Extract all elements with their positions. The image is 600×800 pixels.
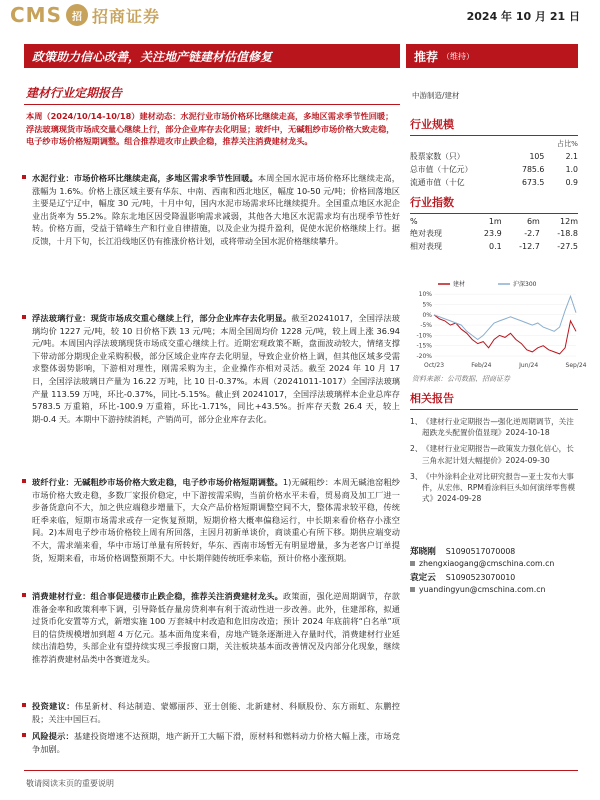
related-reports-panel (410, 390, 578, 509)
y-tick-label: 5% (422, 301, 432, 309)
index-col-header: 6m (526, 217, 540, 226)
scale-pct: 2.1 (565, 152, 578, 161)
y-tick-label: -20% (416, 353, 432, 360)
analyst-cert: S1090523070010 (445, 573, 516, 582)
logo-text-cn: 招商证券 (91, 6, 160, 26)
industry-index-panel (410, 194, 578, 253)
related-item-text: 《建材行业定期报告—强化逆周期调节，关注超跌龙头配置价值显现》2024-10-18 (422, 417, 574, 438)
scale-label: 流通市值（十亿 (410, 178, 465, 187)
analyst-block (410, 546, 578, 595)
scale-col-header: 占比% (556, 139, 578, 148)
table-row (410, 150, 578, 163)
page-header (0, 0, 600, 34)
section-lead: 浮法玻璃行业：现货市场成交重心继续上行，部分企业库存去化明显。 (32, 313, 292, 323)
legend-label: 沪深300 (513, 281, 537, 288)
logo-text-en: CMS (10, 3, 62, 27)
footer-divider (24, 770, 578, 771)
industry-scale-panel (410, 116, 578, 189)
scale-label: 总市值（十亿元） (410, 165, 473, 174)
index-value: -18.8 (557, 229, 578, 238)
analyst-name: 郑晓刚 (410, 547, 436, 557)
scale-pct: 1.0 (565, 165, 578, 174)
chart-source: 资料来源：公司数据、招商证券 (412, 375, 510, 383)
scale-table (410, 138, 578, 189)
index-col-header: % (410, 217, 418, 226)
y-tick-label: -10% (416, 332, 432, 340)
section-investment-advice (22, 700, 400, 725)
section-lead: 玻纤行业：无碱粗纱市场价格大致走稳，电子纱市场价格短期调整。 (32, 477, 283, 487)
company-logo (0, 0, 210, 30)
section-text: 1)无碱粗纱：本周无碱池窑粗纱市场价格大致走稳，多数厂家报价稳定，中下游按需采购，当前价格水平未看，贸易商及加工厂进一步备货意向不大，加之供应端稳步增量下，大众产品价格短期调整空间不大，整体需求较平稳，传统旺季来临，短期市场需求或存一定恢复预期，短期价格大概率偏稳运行，中长期来看价格存小涨空间。2)本周电子纱市场价格较上周有所回落，主因月初新单谈价，商谈重心有所下移。期供应端变动不大，需求端来看，华中市场订单量有所转好，华东、西南市场暂无有明显增量，多为老客户订单提货，短期来看，市场价格调整预期不大。中长期伴随传统旺季来临，预计价格小涨预期。 (32, 477, 400, 563)
bullet-icon (22, 479, 26, 483)
index-row-label: 相对表现 (410, 242, 442, 251)
report-title-bar: 政策助力信心改善，关注地产链建材估值修复 (24, 44, 400, 68)
table-row (410, 176, 578, 189)
logo-badge-icon: 招 (66, 4, 88, 26)
y-tick-label: 10% (418, 291, 432, 299)
index-title: 行业指数 (410, 194, 578, 214)
index-value: -27.5 (557, 242, 578, 251)
scale-value: 105 (529, 152, 545, 161)
y-tick-label: -5% (420, 322, 432, 330)
section-lead: 水泥行业：市场价格环比继续走高，多地区需求季节性回暖。 (32, 173, 258, 183)
section-cement (22, 172, 400, 248)
analyst-cert: S1090517070008 (445, 547, 516, 556)
index-row-label: 绝对表现 (410, 229, 442, 238)
table-row (410, 227, 578, 240)
section-text: 基建投资增速不达预期，地产新开工大幅下滑，原材料和燃料动力价格大幅上涨，市场竞争加剧。 (32, 731, 400, 754)
related-title: 相关报告 (410, 390, 578, 410)
section-fiberglass (22, 476, 400, 564)
y-tick-label: 0% (422, 311, 432, 319)
index-chart-svg (408, 278, 587, 370)
analyst-email[interactable]: zhengxiaogang@cmschina.com.cn (419, 559, 555, 568)
index-col-header: 1m (488, 217, 502, 226)
series-line-jiancai (434, 315, 576, 354)
series-line-hs300 (434, 296, 576, 339)
table-row (410, 240, 578, 253)
scale-value: 673.5 (522, 178, 545, 187)
legend-label: 建材 (453, 281, 466, 288)
section-text: 政策面，强化逆周期调节，存款准备金率和政策利率下调，引导降低存量房贷利率有利于流动性进一步改善。此外，住建部称，拟通过货币化安置等方式，新增实施 100 万套城中村改造和危旧房改造；预计 2024 年底前将“白名单”项目的信贷规模增加到超 4 万亿元。基本面角度来看，房地产链条逐渐进入存量时代，消费建材行业延续出清趋势，头部企业有望持续实现三季报窗口期，关注板块基本面改善情况及内部分化现象，继续推荐消费建材品类中各赛道龙头。 (32, 591, 400, 664)
section-risk (22, 730, 400, 755)
x-tick-label: Feb/24 (471, 362, 492, 369)
email-icon (410, 561, 415, 566)
section-glass (22, 312, 400, 425)
bullet-icon (22, 593, 26, 597)
section-lead: 消费建材行业：组合事促进楼市止跌企稳，推荐关注消费建材龙头。 (32, 591, 284, 601)
index-value: -12.7 (519, 242, 540, 251)
analyst-panel (410, 546, 578, 598)
section-text: 截至20241017，全国浮法玻璃均价 1227 元/吨，较 10 日价格下跌 13 元/吨；本周全国周均价 1228 元/吨，较上周上涨 36.94 元/吨。本周国内浮法玻璃现货市场成交重心继续上行。近期宏观政策不断，盘面波动较大，情绪支撑下带动部分期现企业采购积极，部分区域企业库存去化明显，导致企业价格上调，但其他区域多受需求整体弱势影响，下游相对理性，刚需采购为主，企业操作亦相对灵活。截至 2024 年 10 月 17 日，全国浮法玻璃日产量为 16.22 万吨，比 10 日-0.37%。本周（20241011-1017）全国浮法玻璃产量 113.59 万吨，环比-0.37%，同比-5.15%。截止到 20241017，全国浮法玻璃样本企业总库存 5783.5 万重箱，环比-100.9 万重箱，环比-1.71%，同比+43.5%。折库存天数 26.4 天，较上期-0.4 天。本期中下游持续消耗，产销尚可，部分企业库存去化。 (32, 313, 400, 424)
industry-label: 中游制造/建材 (412, 91, 460, 100)
x-tick-label: Sep/24 (565, 362, 587, 369)
recommendation-sub: （维持） (442, 51, 475, 61)
section-text: 伟星新材、科达制造、蒙娜丽莎、亚士创能、北新建材、科顺股份、东方雨虹、东鹏控股；关注中国巨石。 (32, 701, 400, 724)
related-list (410, 416, 578, 504)
bullet-icon (22, 733, 26, 737)
related-item[interactable]: 1、 《建材行业定期报告—强化逆周期调节，关注超跌龙头配置价值显现》2024-10-18 (410, 416, 578, 438)
section-consumer-materials (22, 590, 400, 666)
section-lead: 风险提示： (32, 731, 74, 741)
report-date: 2024 年 10 月 21 日 (466, 10, 580, 23)
section-text: 本周全国水泥市场价格环比继续走高，涨幅为 1.6%。价格上涨区域主要有华东、中南、西南和西北地区，幅度 10-50 元/吨；价格回落地区主要是辽宁辽中，幅度 30 元/吨，十月中旬，国内水泥市场需求环比继续提升。全国重点地区水泥企业出货率为 55.2%。除东北地区因受降温影响需求减弱，其他各大地区水泥需求均有出现季节性好转。价格方面，受益于错峰生产和行业自律措施，以及企业为提升盈利，促使水泥价格继续上行。据反馈，十月下旬，长江沿线地区仍有推涨价格计划，或将带动全国水泥价格继续攀升。 (32, 173, 400, 246)
index-value: 0.1 (488, 242, 502, 251)
x-tick-label: Oct/23 (423, 362, 445, 369)
report-subtitle: 建材行业定期报告 (26, 86, 123, 100)
related-item[interactable]: 2、 《建材行业定期报告—政策发力强化信心，长三角水泥计划大幅提价》2024-09-30 (410, 443, 578, 465)
related-item[interactable]: 3、 《中外涂料企业对比研究报告—亚士发布大事件，从宏伟、RPM看涂料巨头如何演绎零售模式》2024-09-28 (410, 471, 578, 505)
analyst-name: 袁定云 (410, 573, 436, 583)
footer-note: 敬请阅读末页的重要说明 (26, 779, 114, 788)
related-item-text: 《中外涂料企业对比研究报告—亚士发布大事件，从宏伟、RPM看涂料巨头如何演绎零售模式》2024-09-28 (422, 471, 576, 504)
index-col-header: 12m (560, 217, 578, 226)
bullet-icon (22, 703, 26, 707)
index-chart (408, 278, 587, 370)
subtitle-divider (24, 104, 400, 105)
y-tick-label: -15% (416, 342, 432, 350)
email-icon (410, 587, 415, 592)
scale-title: 行业规模 (410, 116, 578, 136)
index-table (410, 216, 578, 253)
section-lead: 投资建议： (32, 701, 75, 711)
scale-pct: 0.9 (565, 178, 578, 187)
analyst-email[interactable]: yuandingyun@cmschina.com.cn (419, 585, 546, 594)
bullet-icon (22, 175, 26, 179)
scale-label: 股票家数（只） (410, 152, 465, 161)
scale-value: 785.6 (522, 165, 545, 174)
recommendation-bar (406, 44, 578, 68)
summary-paragraph: 本周（2024/10/14-10/18）建材动态：水泥行业市场价格环比继续走高，多地区需求季节性回暖；浮法玻璃现货市场成交量心继续上行，部分企业库存去化明显；玻纤中，无碱粗纱市场价格大致走稳，电子纱市场价格短期调整。组合推荐进攻市止跌企稳，推荐关注消费建材龙头。 (26, 111, 395, 146)
table-row (410, 163, 578, 176)
index-value: -2.7 (524, 229, 540, 238)
index-value: 23.9 (483, 229, 502, 238)
recommendation-label: 推荐 (414, 49, 439, 64)
bullet-icon (22, 315, 26, 319)
table-header-row (410, 216, 578, 227)
related-item-text: 《建材行业定期报告—政策发力强化信心，长三角水泥计划大幅提价》2024-09-30 (422, 444, 574, 465)
x-tick-label: Jun/24 (519, 362, 539, 369)
